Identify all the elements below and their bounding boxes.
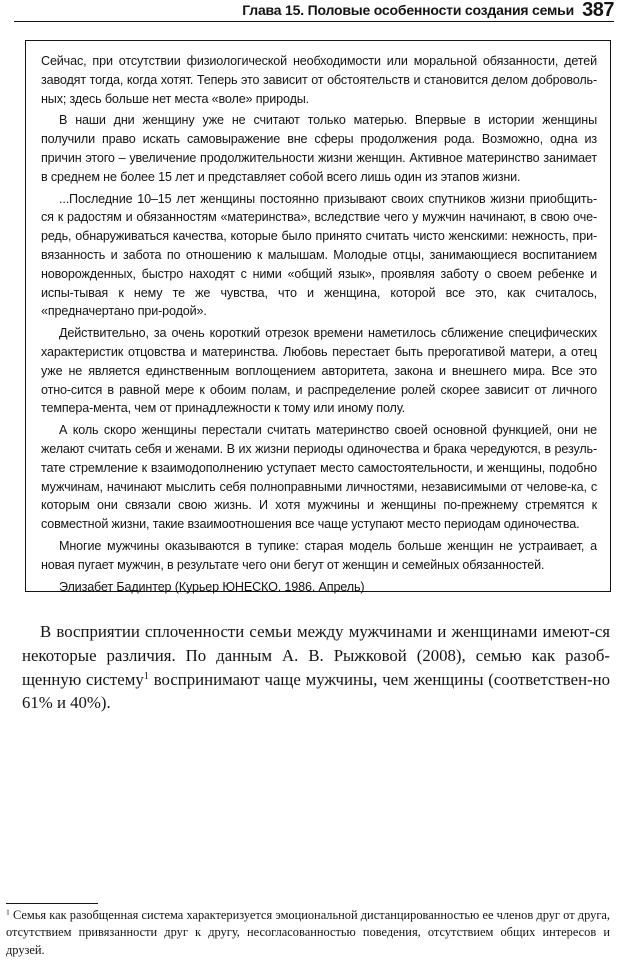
- quote-text: [41, 52, 597, 599]
- quote-paragraph: Действительно, за очень короткий отрезок времени наметилось сближение специфических характеристик отцовства и материнства. Любовь перестает быть прерогативой матери, а отец уже не является единственным воплощением авторитета, закона и внешнего мира. Все это отно-сится в равной мере к обоим полам, и распределение ролей скорее зависит от личного темпера-мента, чем от принадлежности к тому или иному полу.: [41, 326, 597, 416]
- quote-paragraph: А коль скоро женщины перестали считать материнство своей основной функцией, они не желают считать себя и женами. В их жизни периоды одиночества и брака чередуются, в резуль-тате стремление к взаимодополнению уступает место самостоятельности, и женщины, подобно мужчинам, начинают мыслить себя полноправными личностями, независимыми от челове-ка, с которым они связали свою жизнь. И хотя мужчины и женщины по-прежнему стремятся к совместной жизни, такие взаимоотношения все чаще уступают место периодам одиночества.: [41, 423, 597, 532]
- main-text-part: воспринимают чаще мужчины, чем женщины (соответствен-но 61% и 40%).: [22, 669, 611, 713]
- quote-paragraph: Сейчас, при отсутствии физиологической необходимости или моральной обязанности, детей заводят тогда, когда хотят. Теперь это зависит от обстоятельств и становится делом доброволь-ных; здесь больше нет места «воле» природы.: [41, 54, 597, 106]
- header-rule: [14, 21, 614, 22]
- quote-paragraph: ...Последние 10–15 лет женщины постоянно призывают своих спутников жизни приобщить-ся к радостям и обязанностям «материнства», вследствие чего у мужчин начинают, в свою оче-редь, обнаруживаться качества, которые было принято считать чисто женскими: нежность, при-вязанность и забота по отношению к малышам. Молодые отцы, занимающиеся воспитанием новорожденных, быстро находят с ними «общий язык», проявляя заботу о своем ребенке и испы-тывая к нему те же чувства, что и женщина, которой все это, как считалось, «предначертано при-родой».: [41, 191, 597, 319]
- footnote-marker: 1: [6, 907, 10, 917]
- quote-box: [25, 40, 611, 592]
- quote-paragraph: В наши дни женщину уже не считают только матерью. Впервые в истории женщины получили право искать самовыражение вне сферы продолжения рода. Возможно, одна из причин этого – увеличение продолжительности жизни женщин. Активное материнство занимает в среднем не более 15 лет и представляет собой всего лишь один из этапов жизни.: [41, 113, 597, 184]
- footnote: [6, 907, 610, 959]
- footnote-text: Семья как разобщенная система характеризуется эмоциональной дистанцированностью ее членов друг от друга, отсутствием привязанности друг к другу, несогласованностью поведения, отсутствием общих интересов и друзей.: [6, 908, 610, 957]
- quote-paragraph: Многие мужчины оказываются в тупике: старая модель больше женщин не устраивает, а новая пугает мужчин, в результате чего они бегут от женщин и семейных обязанностей.: [41, 538, 597, 572]
- running-header: [0, 0, 620, 24]
- quote-signature: Элизабет Бадинтер (Курьер ЮНЕСКО. 1986. Апрель): [59, 579, 365, 594]
- page-number: 387: [582, 0, 614, 21]
- main-paragraph: [22, 620, 610, 715]
- footnote-ref: 1: [143, 670, 149, 682]
- main-text-part: В восприятии сплоченности семьи между мужчинами и женщинами имеют-ся некоторые различия. По данным А. В. Рыжковой (2008), семью как разоб-щенную систему: [22, 622, 610, 689]
- chapter-title: Глава 15. Половые особенности создания семьи: [242, 2, 574, 18]
- footnote-rule: [6, 903, 98, 904]
